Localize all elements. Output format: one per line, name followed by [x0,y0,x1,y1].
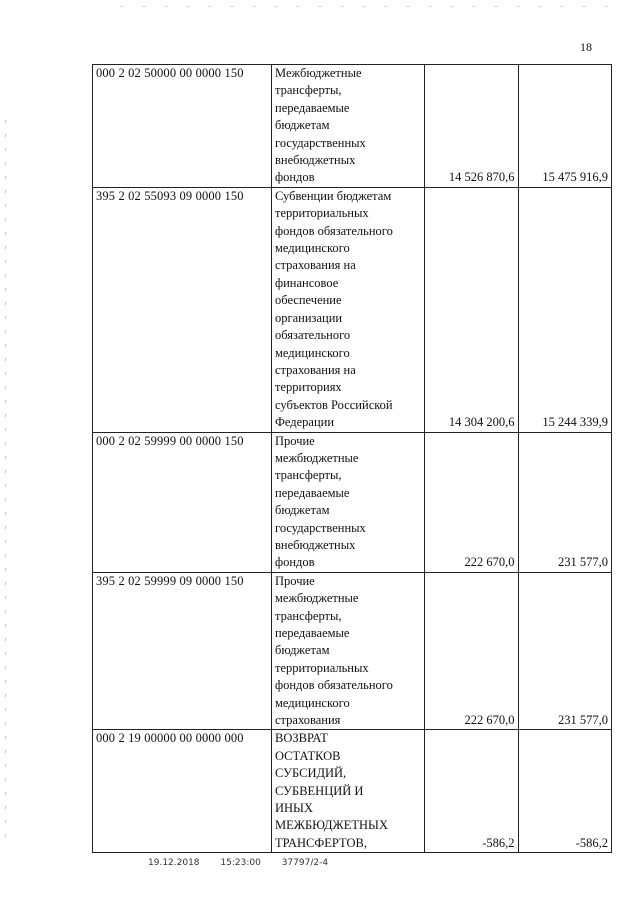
budget-code-cell: 000 2 19 00000 00 0000 000 [93,730,272,853]
budget-code-cell: 000 2 02 50000 00 0000 150 [93,65,272,188]
budget-name-cell: Прочие межбюджетные трансферты, передаваемые бюджетам государственных внебюджетных фондов [272,432,425,572]
table-row [93,432,612,572]
budget-name-cell: Субвенции бюджетам территориальных фондов обязательного медицинского страхования на финансовое обеспечение организации обязательного медицинского страхования на территориях субъектов Российской Федерации [272,187,425,432]
value-cell-year2: -586,2 [518,730,612,853]
table-row [93,65,612,188]
print-timestamp: 19.12.2018 15:23:00 [148,858,261,868]
budget-code-cell: 000 2 02 59999 00 0000 150 [93,432,272,572]
table-row [93,572,612,730]
budget-code-cell: 395 2 02 59999 09 0000 150 [93,572,272,730]
value-cell-year2: 231 577,0 [518,432,612,572]
print-stamp [148,858,328,868]
budget-code-cell: 395 2 02 55093 09 0000 150 [93,187,272,432]
value-cell-year2: 231 577,0 [518,572,612,730]
page-number: 18 [580,40,592,54]
budget-name-cell: ВОЗВРАТ ОСТАТКОВ СУБСИДИЙ, СУБВЕНЦИЙ И ИНЫХ МЕЖБЮДЖЕТНЫХ ТРАНСФЕРТОВ, [272,730,425,853]
budget-name-cell: Прочие межбюджетные трансферты, передаваемые бюджетам территориальных фондов обязательного медицинского страхования [272,572,425,730]
value-cell-year1: 222 670,0 [425,572,519,730]
budget-table [92,64,612,853]
document-id: 37797/2-4 [281,858,329,868]
budget-name-cell: Межбюджетные трансферты, передаваемые бюджетам государственных внебюджетных фондов [272,65,425,188]
table-row [93,730,612,853]
value-cell-year1: 14 304 200,6 [425,187,519,432]
value-cell-year1: 14 526 870,6 [425,65,519,188]
scan-edge-artifact [5,120,6,840]
value-cell-year2: 15 475 916,9 [518,65,612,188]
value-cell-year1: 222 670,0 [425,432,519,572]
value-cell-year2: 15 244 339,9 [518,187,612,432]
table-row [93,187,612,432]
value-cell-year1: -586,2 [425,730,519,853]
scan-top-artifact [120,6,620,7]
